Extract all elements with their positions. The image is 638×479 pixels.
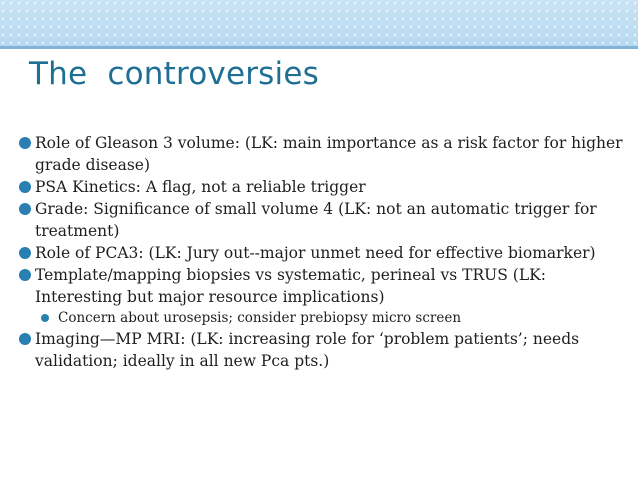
bullet-item <box>19 132 631 176</box>
bullet-item <box>19 264 631 308</box>
bullet-list <box>19 132 631 372</box>
bullet-text: PSA Kinetics: A flag, not a reliable trigger <box>35 178 366 196</box>
bullet-item <box>19 242 631 264</box>
bullet-icon <box>19 203 31 215</box>
bullet-item <box>19 198 631 242</box>
bullet-text: Template/mapping biopsies vs systematic, perineal vs TRUS (LK: Interesting but major resource implications) <box>35 266 546 306</box>
bullet-text: Imaging—MP MRI: (LK: increasing role for ‘problem patients’; needs validation; ideally in all new Pca pts.) <box>35 330 580 370</box>
bullet-item <box>19 176 631 198</box>
sub-bullet-item <box>19 308 631 328</box>
bullet-item <box>19 328 631 372</box>
bullet-text: Role of PCA3: (LK: Jury out--major unmet need for effective biomarker) <box>35 244 596 262</box>
bullet-icon <box>19 137 31 149</box>
header-band <box>0 0 638 46</box>
sub-bullet-text: Concern about urosepsis; consider prebiopsy micro screen <box>58 310 462 326</box>
header-divider <box>0 46 638 49</box>
bullet-icon <box>19 333 31 345</box>
slide-title: The controversies <box>29 56 319 92</box>
bullet-icon <box>19 269 31 281</box>
bullet-text: Role of Gleason 3 volume: (LK: main importance as a risk factor for higher grade disease) <box>35 134 623 174</box>
bullet-text: Grade: Significance of small volume 4 (LK: not an automatic trigger for treatment) <box>35 200 597 240</box>
sub-bullet-icon <box>41 314 49 322</box>
bullet-icon <box>19 247 31 259</box>
bullet-icon <box>19 181 31 193</box>
